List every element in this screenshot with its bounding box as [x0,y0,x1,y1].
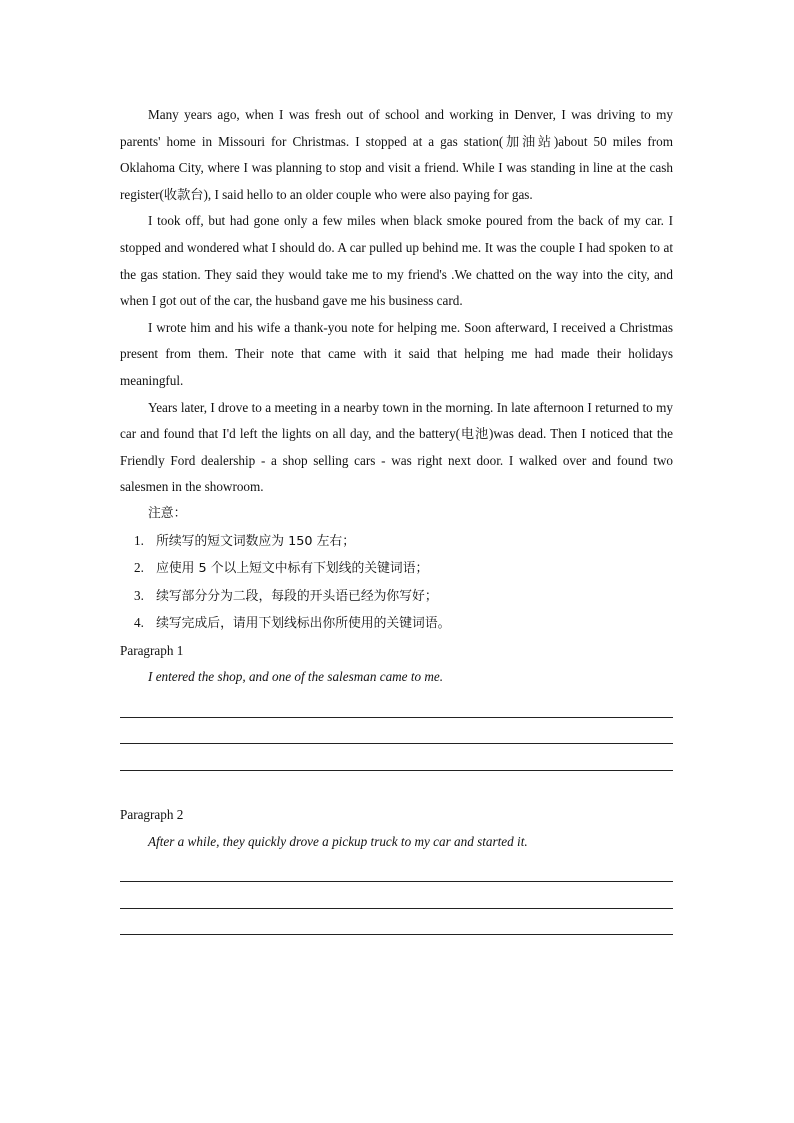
story-paragraph-4: Years later, I drove to a meeting in a nearby town in the morning. In late afternoon I returned to my car and found that I'd left the lights on all day, and the battery(电池)was dead. Then I noticed that the Friendly Ford dealership - a shop selling cars - was right next door. I walked over and found two salesmen in the showroom. [120,399,673,495]
continuation-paragraph-1 [120,638,673,771]
section-spacer [120,771,673,802]
story-paragraph-2: I took off, but had gone only a few miles when black smoke poured from the back of my car. I stopped and wondered what I should do. A car pulled up behind me. It was the couple I had spoken to at the gas station. They said they would take me to my friend's .We chatted on the way into the city, and when I got out of the car, the husband gave me his business card. [120,213,673,309]
paragraph-1-starter: I entered the shop, and one of the salesman came to me. [148,669,444,685]
answer-line[interactable] [120,882,673,909]
notes-item [120,555,673,583]
notes-item-text: 应使用 5 个以上短文中标有下划线的关键词语； [156,561,429,577]
notes-item [120,583,673,611]
notes-item [120,610,673,638]
answer-line[interactable] [120,691,673,718]
paragraph-1-answer-lines [120,691,673,771]
paragraph-1-heading: Paragraph 1 [120,642,184,658]
answer-line[interactable] [120,744,673,771]
story-passage [120,102,673,501]
answer-line[interactable] [120,718,673,745]
notes-item-number: 4. [134,615,144,631]
writing-notes [120,501,673,638]
notes-item-text: 续写部分分为二段，每段的开头语已经为你写好； [156,588,438,604]
paragraph-2-heading: Paragraph 2 [120,807,184,823]
answer-line[interactable] [120,855,673,882]
paragraph-2-starter: After a while, they quickly drove a pickup truck to my car and started it. [148,833,528,849]
notes-list [120,528,673,638]
notes-item-number: 3. [134,587,144,603]
story-paragraph-1: Many years ago, when I was fresh out of school and working in Denver, I was driving to my parents' home in Missouri for Christmas. I stopped at a gas station(加油站)about 50 miles from Oklahoma City, where I was planning to stop and visit a friend. While I was standing in line at the cash register(收款台), I said hello to an older couple who were also paying for gas. [120,107,673,202]
notes-item-number: 1. [134,532,144,548]
notes-item-text: 所续写的短文词数应为 150 左右； [156,533,355,549]
notes-title: 注意： [148,505,187,521]
continuation-paragraph-2 [120,802,673,935]
notes-item-number: 2. [134,560,144,576]
story-paragraph-3: I wrote him and his wife a thank-you note for helping me. Soon afterward, I received a Christmas present from them. Their note that came with it said that helping me had made their holidays meaningful. [120,319,673,388]
notes-item [120,528,673,556]
paragraph-2-answer-lines [120,855,673,935]
answer-line[interactable] [120,909,673,936]
notes-item-text: 续写完成后，请用下划线标出你所使用的关键词语。 [156,616,451,632]
exam-page [120,102,673,935]
